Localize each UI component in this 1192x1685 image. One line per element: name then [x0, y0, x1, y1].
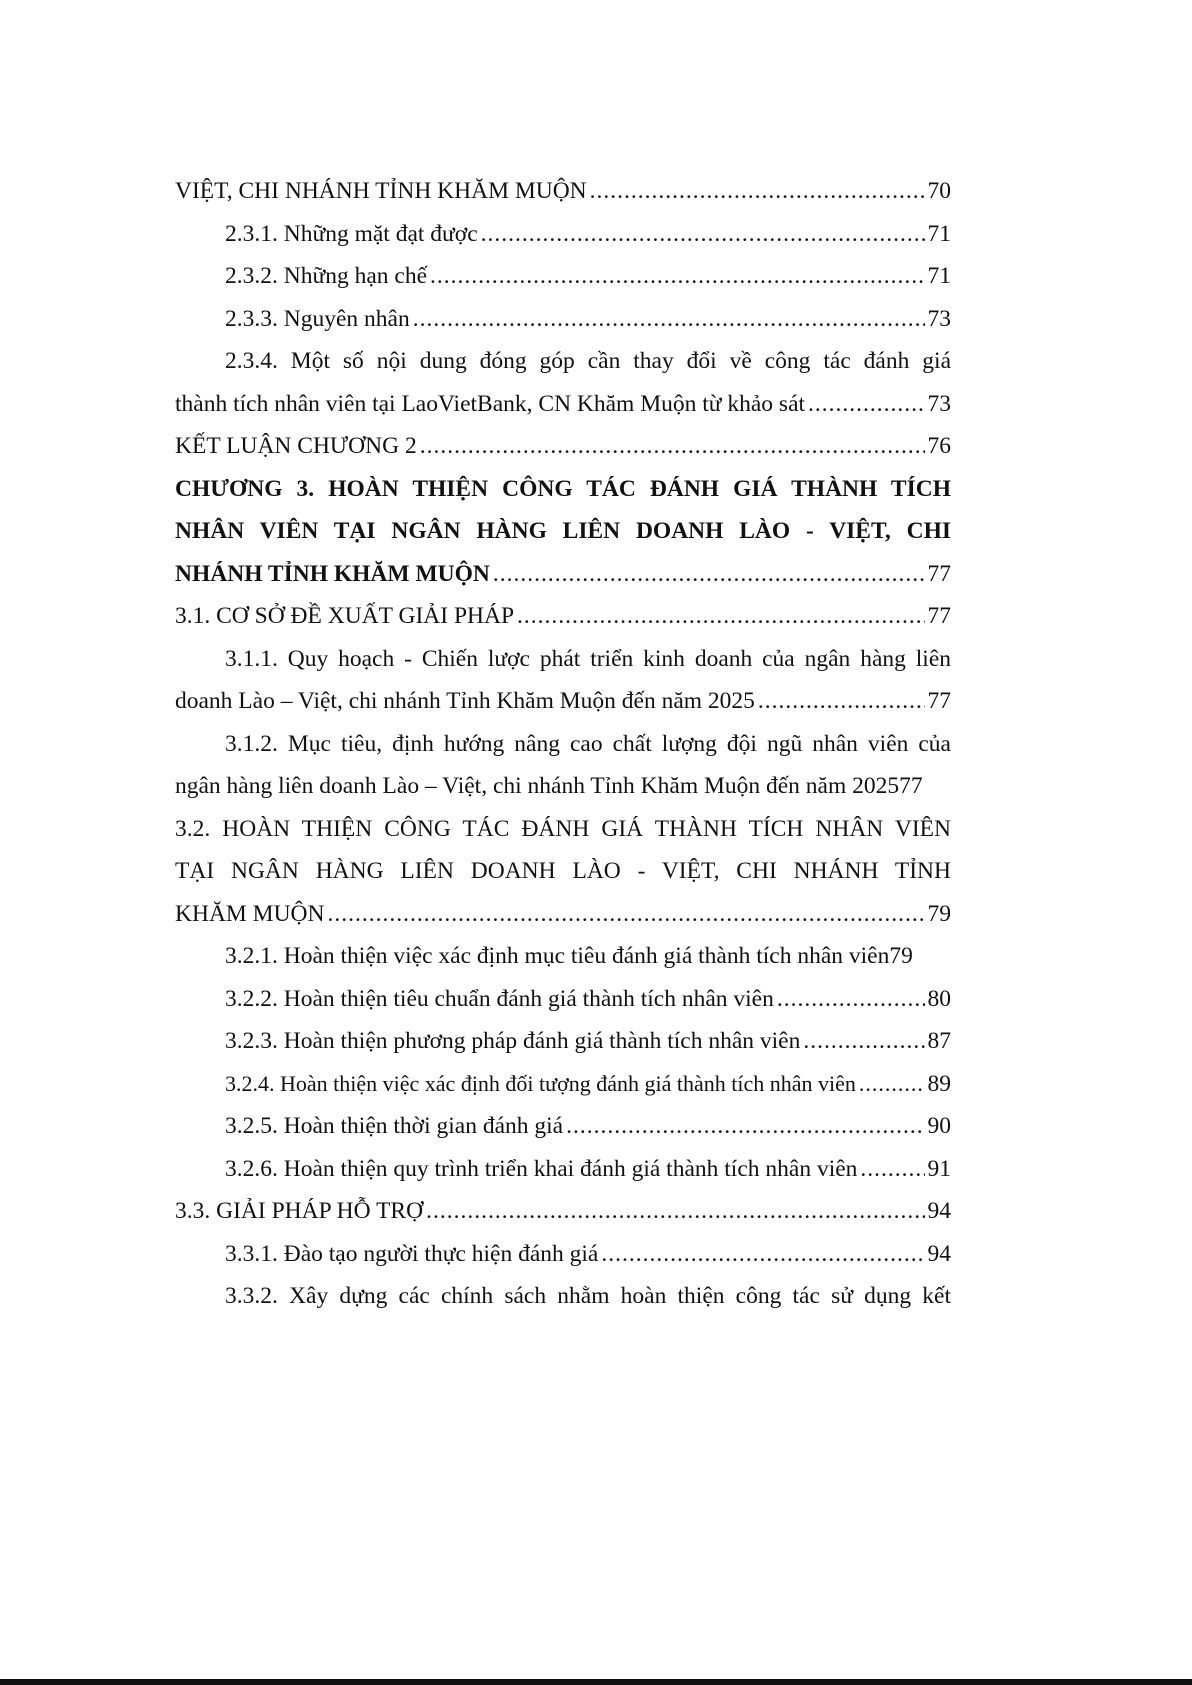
toc-entry: [175, 340, 951, 383]
toc-entry-title: 3.1.2. Mục tiêu, định hướng nâng cao chất lượng đội ngũ nhân viên của: [225, 730, 951, 757]
toc-leader-dots: [493, 553, 925, 596]
toc-entry: [175, 765, 951, 808]
toc-entry-title: 3.3.2. Xây dựng các chính sách nhằm hoàn thiện công tác sử dụng kết: [225, 1283, 951, 1309]
toc-entry: [175, 1063, 951, 1106]
toc-chapter-heading: [175, 510, 951, 553]
toc-entry-title: 3.1.1. Quy hoạch - Chiến lược phát triển kinh doanh của ngân hàng liên: [225, 645, 951, 672]
toc-leader-dots: [803, 1020, 924, 1063]
toc-leader-dots: [481, 213, 925, 256]
toc-entry-title: 3.2. HOÀN THIỆN CÔNG TÁC ĐÁNH GIÁ THÀNH TÍCH NHÂN VIÊN: [175, 815, 951, 842]
toc-entry-title: 3.2.4. Hoàn thiện việc xác định đối tượng đánh giá thành tích nhân viên: [225, 1070, 856, 1096]
toc-entry: [175, 298, 951, 341]
toc-leader-dots: [777, 978, 925, 1021]
toc-page-number: 77: [927, 603, 951, 629]
toc-entry-title: 2.3.1. Những mặt đạt được: [225, 220, 478, 247]
page-bottom-edge: [0, 1679, 1192, 1685]
toc-page-number: 79: [927, 900, 951, 927]
toc-entry-title: NHÁNH TỈNH KHĂM MUỘN: [175, 560, 490, 587]
toc-entry-title: 3.2.1. Hoàn thiện việc xác định mục tiêu đánh giá thành tích nhân viên79: [225, 943, 913, 969]
toc-entry: [175, 638, 951, 681]
toc-entry: [175, 1020, 951, 1063]
toc-entry-title: 2.3.2. Những hạn chế: [225, 263, 427, 289]
toc-entry: [175, 595, 951, 638]
toc-page-number: 70: [927, 178, 951, 204]
toc-leader-dots: [430, 255, 925, 298]
toc-entry: [175, 383, 951, 426]
toc-entry: [175, 808, 951, 851]
toc-leader-dots: [566, 1105, 924, 1148]
toc-entry-title: KẾT LUẬN CHƯƠNG 2: [175, 433, 417, 459]
toc-leader-dots: [601, 1233, 924, 1276]
toc-entry: [175, 1275, 951, 1318]
toc-entry-title: 3.2.2. Hoàn thiện tiêu chuẩn đánh giá thành tích nhân viên: [225, 985, 774, 1012]
toc-entry-title: 3.2.5. Hoàn thiện thời gian đánh giá: [225, 1113, 564, 1139]
toc-entry-title: ngân hàng liên doanh Lào – Việt, chi nhánh Tỉnh Khăm Muộn đến năm 202577: [175, 773, 923, 799]
toc-leader-dots: [808, 383, 924, 426]
toc-page-number: 77: [927, 688, 951, 714]
toc-page-number: 91: [927, 1155, 951, 1182]
toc-entry: [175, 978, 951, 1021]
toc-page-number: 71: [927, 263, 951, 289]
toc-page-number: 94: [927, 1240, 951, 1267]
toc-page-number: 87: [927, 1028, 951, 1054]
toc-page-number: 71: [927, 220, 951, 247]
toc-page-number: 89: [927, 1070, 951, 1097]
toc-chapter-heading: [175, 553, 951, 596]
toc-entry-title: 3.2.3. Hoàn thiện phương pháp đánh giá thành tích nhân viên: [225, 1028, 801, 1054]
toc-leader-dots: [860, 1148, 924, 1191]
toc-leader-dots: [328, 893, 925, 936]
toc-page-number: 76: [927, 433, 951, 459]
toc-entry: [175, 680, 951, 723]
toc-page-number: 73: [927, 390, 951, 417]
toc-entry: [175, 213, 951, 256]
toc-entry: [175, 723, 951, 766]
toc-entry-title: thành tích nhân viên tại LaoVietBank, CN Khăm Muộn từ khảo sát: [175, 390, 806, 417]
toc-entry: [175, 1105, 951, 1148]
toc-entry: [175, 425, 951, 468]
toc-entry-title: NHÂN VIÊN TẠI NGÂN HÀNG LIÊN DOANH LÀO - VIỆT, CHI: [175, 518, 951, 544]
toc-entry-title: 3.3.1. Đào tạo người thực hiện đánh giá: [225, 1240, 599, 1267]
toc-entry-title: 3.1. CƠ SỞ ĐỀ XUẤT GIẢI PHÁP: [175, 603, 515, 629]
toc-entry: [175, 1233, 951, 1276]
toc-leader-dots: [758, 680, 925, 723]
toc-entry: [175, 1190, 951, 1233]
toc-entry-title: 2.3.4. Một số nội dung đóng góp cần thay đổi về công tác đánh giá: [225, 348, 951, 374]
toc-leader-dots: [590, 170, 925, 213]
toc-page-number: 90: [927, 1113, 951, 1139]
toc-entry-title: 3.2.6. Hoàn thiện quy trình triển khai đánh giá thành tích nhân viên: [225, 1155, 858, 1182]
toc-entry-title: TẠI NGÂN HÀNG LIÊN DOANH LÀO - VIỆT, CHI NHÁNH TỈNH: [175, 858, 951, 884]
toc-entry-title: 3.3. GIẢI PHÁP HỖ TRỢ: [175, 1198, 424, 1224]
table-of-contents: [175, 170, 951, 1318]
toc-entry: [175, 1148, 951, 1191]
toc-entry: [175, 935, 951, 978]
toc-leader-dots: [420, 425, 925, 468]
toc-leader-dots: [413, 298, 925, 341]
toc-leader-dots: [426, 1190, 924, 1233]
toc-entry: [175, 893, 951, 936]
toc-entry-title: doanh Lào – Việt, chi nhánh Tỉnh Khăm Muộn đến năm 2025: [175, 688, 755, 714]
toc-chapter-heading: [175, 468, 951, 511]
toc-page-number: 94: [927, 1198, 951, 1224]
toc-entry-title: CHƯƠNG 3. HOÀN THIỆN CÔNG TÁC ĐÁNH GIÁ THÀNH TÍCH: [175, 475, 951, 502]
toc-entry-title: KHĂM MUỘN: [175, 900, 325, 927]
toc-entry-title: 2.3.3. Nguyên nhân: [225, 305, 410, 332]
toc-page-number: 77: [927, 560, 951, 587]
toc-leader-dots: [517, 595, 924, 638]
toc-page-number: 73: [927, 305, 951, 332]
toc-entry: [175, 850, 951, 893]
toc-leader-dots: [859, 1063, 925, 1106]
toc-entry-title: VIỆT, CHI NHÁNH TỈNH KHĂM MUỘN: [175, 178, 587, 204]
toc-entry: [175, 170, 951, 213]
toc-entry: [175, 255, 951, 298]
toc-page-number: 80: [927, 985, 951, 1012]
